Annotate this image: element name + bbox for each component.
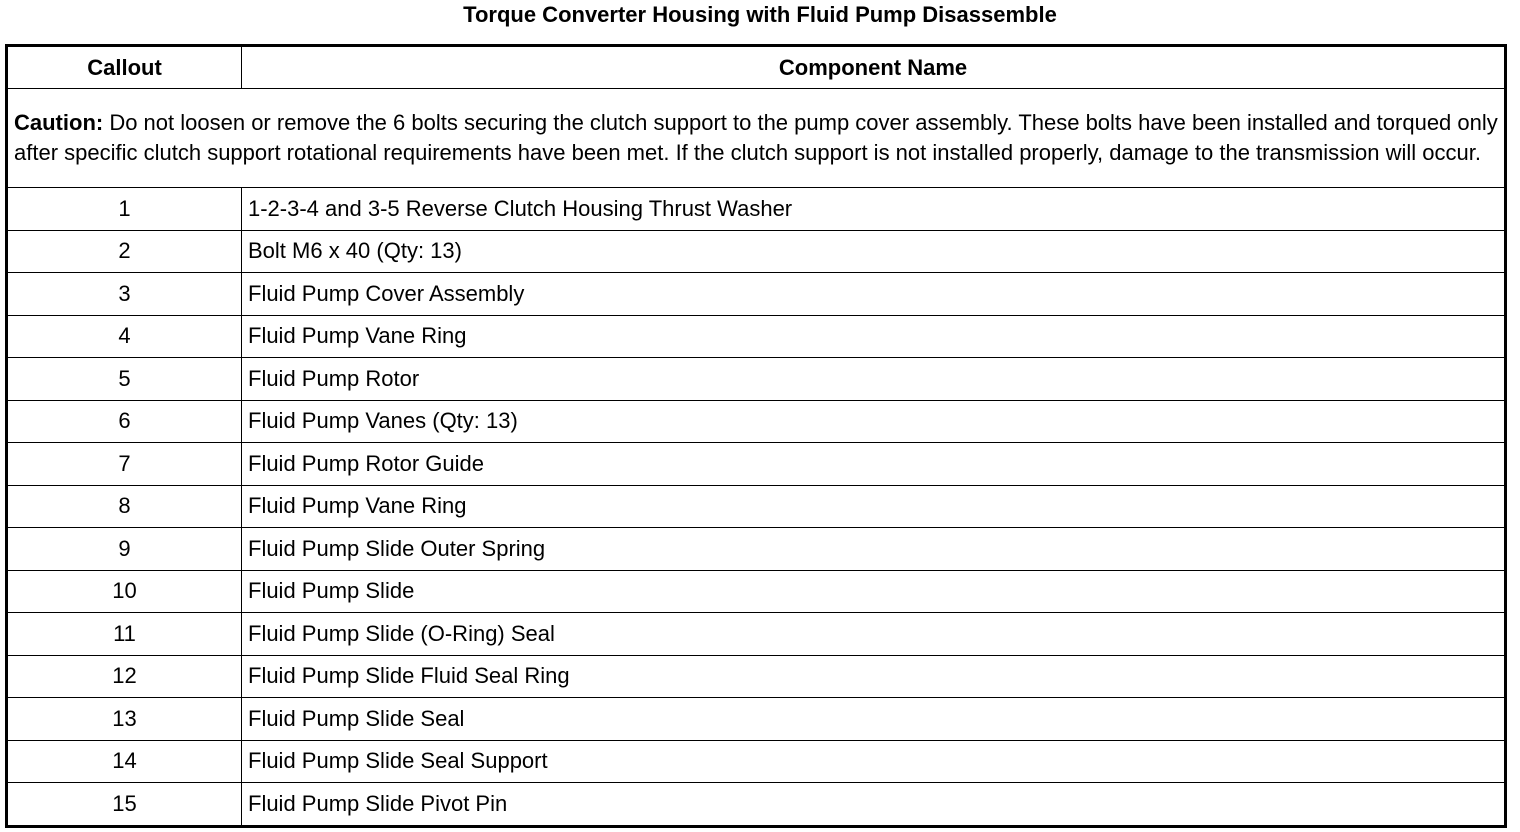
callout-cell: 6 [7, 400, 242, 443]
table-row [7, 400, 1506, 443]
callout-cell: 5 [7, 358, 242, 401]
callout-cell: 13 [7, 698, 242, 741]
table-row [7, 655, 1506, 698]
callout-cell: 15 [7, 783, 242, 827]
table-row [7, 740, 1506, 783]
table-row [7, 783, 1506, 827]
caution-note [7, 89, 1506, 188]
component-name-cell: Fluid Pump Vanes (Qty: 13) [242, 400, 1506, 443]
component-name-cell: Fluid Pump Rotor [242, 358, 1506, 401]
table-row [7, 485, 1506, 528]
callout-cell: 10 [7, 570, 242, 613]
table-row [7, 315, 1506, 358]
callout-cell: 2 [7, 230, 242, 273]
caution-row [7, 89, 1506, 188]
component-name-cell: Bolt M6 x 40 (Qty: 13) [242, 230, 1506, 273]
caution-text: Do not loosen or remove the 6 bolts securing the clutch support to the pump cover assembly. These bolts have been installed and torqued only after specific clutch support rotational requirements have been met. If the clutch support is not installed properly, damage to the transmission will occur. [14, 110, 1498, 165]
callout-cell: 9 [7, 528, 242, 571]
component-name-cell: Fluid Pump Slide Fluid Seal Ring [242, 655, 1506, 698]
component-name-cell: Fluid Pump Slide Outer Spring [242, 528, 1506, 571]
table-row [7, 528, 1506, 571]
component-name-cell: Fluid Pump Slide Pivot Pin [242, 783, 1506, 827]
table-row [7, 188, 1506, 231]
callout-cell: 1 [7, 188, 242, 231]
table-row [7, 443, 1506, 486]
header-component-name: Component Name [242, 46, 1506, 89]
table-row [7, 273, 1506, 316]
header-row [7, 46, 1506, 89]
table-row [7, 230, 1506, 273]
callout-cell: 4 [7, 315, 242, 358]
component-name-cell: Fluid Pump Slide Seal [242, 698, 1506, 741]
header-callout: Callout [7, 46, 242, 89]
component-name-cell: Fluid Pump Vane Ring [242, 485, 1506, 528]
parts-table [5, 44, 1507, 828]
page-title: Torque Converter Housing with Fluid Pump Disassemble [463, 2, 1057, 27]
component-name-cell: Fluid Pump Vane Ring [242, 315, 1506, 358]
callout-cell: 11 [7, 613, 242, 656]
component-name-cell: Fluid Pump Rotor Guide [242, 443, 1506, 486]
component-name-cell: Fluid Pump Cover Assembly [242, 273, 1506, 316]
component-name-cell: Fluid Pump Slide [242, 570, 1506, 613]
callout-cell: 7 [7, 443, 242, 486]
callout-cell: 3 [7, 273, 242, 316]
callout-cell: 8 [7, 485, 242, 528]
component-name-cell: 1-2-3-4 and 3-5 Reverse Clutch Housing Thrust Washer [242, 188, 1506, 231]
caution-label: Caution: [14, 110, 104, 135]
callout-cell: 12 [7, 655, 242, 698]
component-name-cell: Fluid Pump Slide (O-Ring) Seal [242, 613, 1506, 656]
table-row [7, 570, 1506, 613]
table-row [7, 698, 1506, 741]
table-row [7, 613, 1506, 656]
component-name-cell: Fluid Pump Slide Seal Support [242, 740, 1506, 783]
table-row [7, 358, 1506, 401]
callout-cell: 14 [7, 740, 242, 783]
